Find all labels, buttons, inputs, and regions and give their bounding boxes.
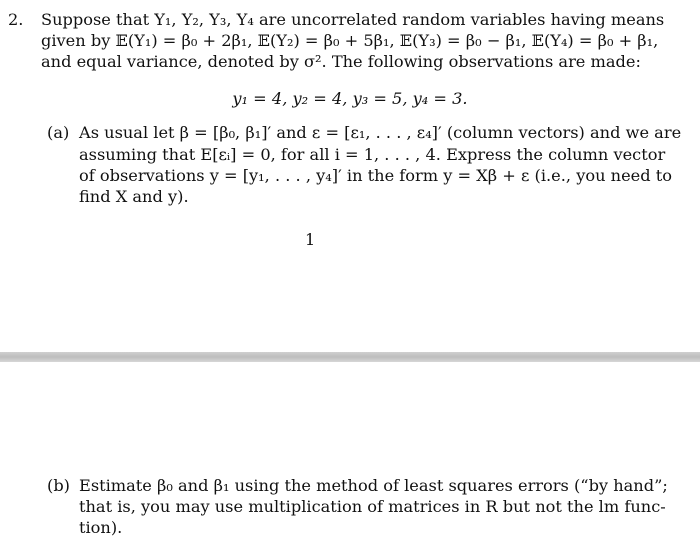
part-b-line-2: that is, you may use multiplication of matrices in R but not the lm func- [79, 497, 666, 516]
page-divider [0, 352, 700, 362]
problem-text-line-1: Suppose that Y₁, Y₂, Y₃, Y₄ are uncorrelated random variables having means [41, 10, 665, 29]
part-a-line-2: assuming that E[εᵢ] = 0, for all i = 1, . . . , 4. Express the column vector [79, 145, 666, 164]
part-a-line-1: As usual let β = [β₀, β₁]′ and ε = [ε₁, . . . , ε₄]′ (column vectors) and we are [79, 123, 682, 142]
part-a-label: (a) [47, 123, 70, 142]
problem-number: 2. [8, 10, 24, 29]
part-b-line-1: Estimate β₀ and β₁ using the method of least squares errors (“by hand”; [79, 476, 668, 495]
part-b-line-3: tion). [79, 518, 123, 537]
part-a-line-3: of observations y = [y₁, . . . , y₄]′ in the form y = Xβ + ε (i.e., you need to [79, 166, 672, 185]
page-number: 1 [305, 230, 316, 249]
problem-text-line-3: and equal variance, denoted by σ². The following observations are made: [41, 52, 641, 71]
part-a-line-4: find X and y). [79, 187, 189, 206]
part-b-label: (b) [47, 476, 70, 495]
problem-text-line-2: given by 𝔼(Y₁) = β₀ + 2β₁, 𝔼(Y₂) = β₀ + 5β₁, 𝔼(Y₃) = β₀ − β₁, 𝔼(Y₄) = β₀ + β₁, [41, 31, 659, 50]
observations-equation: y₁ = 4, y₂ = 4, y₃ = 5, y₄ = 3. [232, 89, 468, 108]
